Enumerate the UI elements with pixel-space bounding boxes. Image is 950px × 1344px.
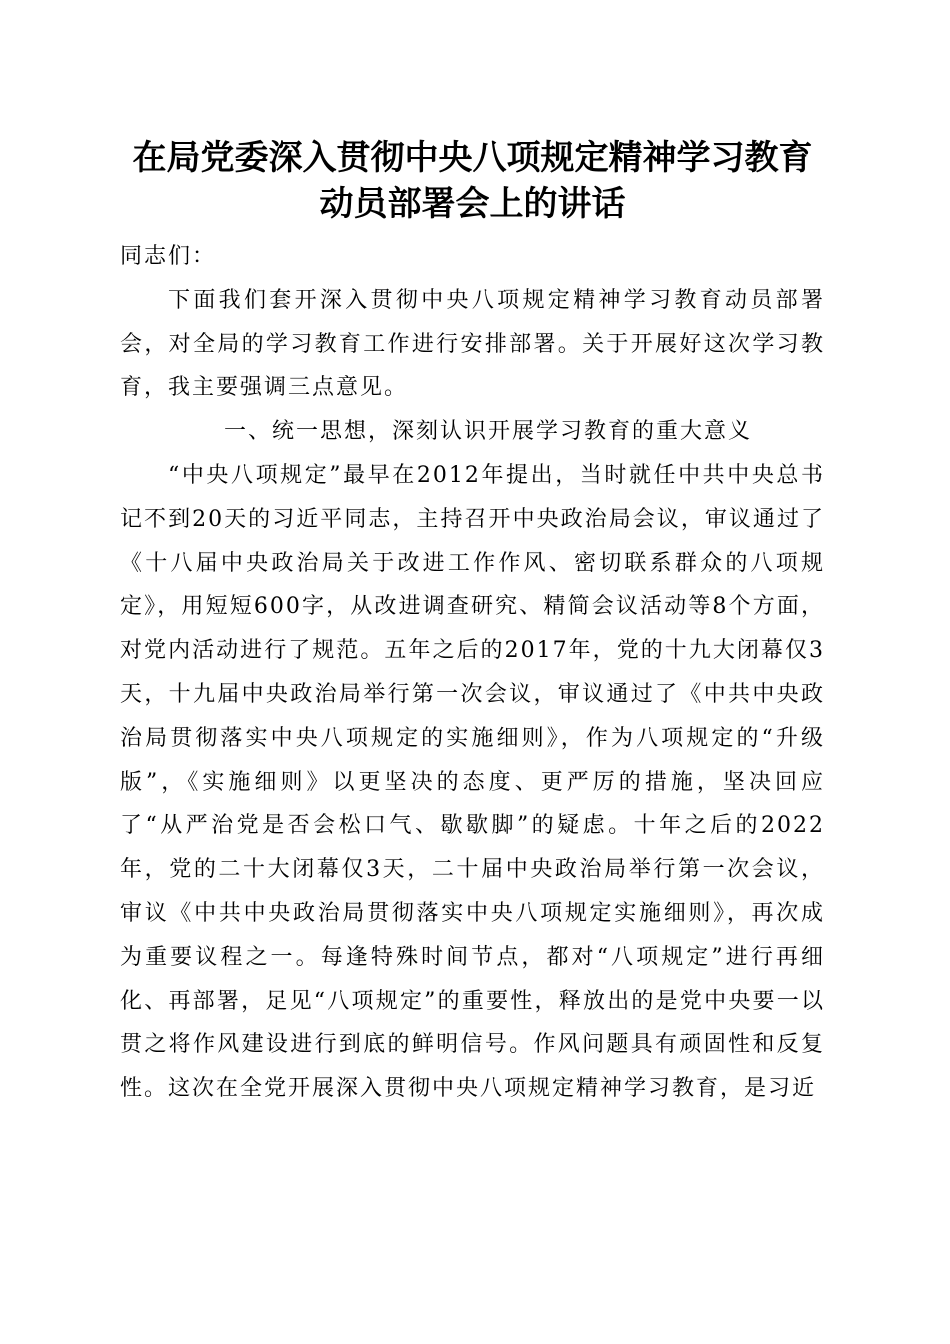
title-line-1: 在局党委深入贯彻中央八项规定精神学习教育 — [132, 138, 813, 178]
document-title — [120, 135, 825, 227]
section-one-heading: 一、统一思想，深刻认识开展学习教育的重大意义 — [224, 419, 753, 445]
document-page — [120, 135, 825, 1111]
section-one-paragraph: “中央八项规定”最早在2012年提出，当时就任中共中央总书记不到20天的习近平同志，主持召开中央政治局会议，审议通过了《十八届中央政治局关于改进工作作风、密切联系群众的八项规定》，用短短600字，从改进调查研究、精简会议活动等8个方面，对党内活动进行了规范。五年之后的2017年，党的十九大闭幕仅3天，十九届中央政治局举行第一次会议，审议通过了《中共中央政治局贯彻落实中央八项规定的实施细则》，作为八项规定的“升级版”，《实施细则》以更坚决的态度、更严厉的措施，坚决回应了“从严治党是否会松口气、歇歇脚”的疑虑。十年之后的2022年，党的二十大闭幕仅3天，二十届中央政治局举行第一次会议，审议《中共中央政治局贯彻落实中央八项规定实施细则》，再次成为重要议程之一。每逢特殊时间节点，都对“八项规定”进行再细化、再部署，足见“八项规定”的重要性，释放出的是党中央要一以贯之将作风建设进行到底的鲜明信号。作风问题具有顽固性和反复性。这次在全党开展深入贯彻中央八项规定精神学习教育，是习近 — [120, 462, 825, 1102]
intro-paragraph: 下面我们套开深入贯彻中央八项规定精神学习教育动员部署会，对全局的学习教育工作进行安排部署。关于开展好这次学习教育，我主要强调三点意见。 — [120, 287, 825, 401]
title-line-2: 动员部署会上的讲话 — [319, 184, 626, 224]
salutation: 同志们： — [120, 244, 217, 269]
